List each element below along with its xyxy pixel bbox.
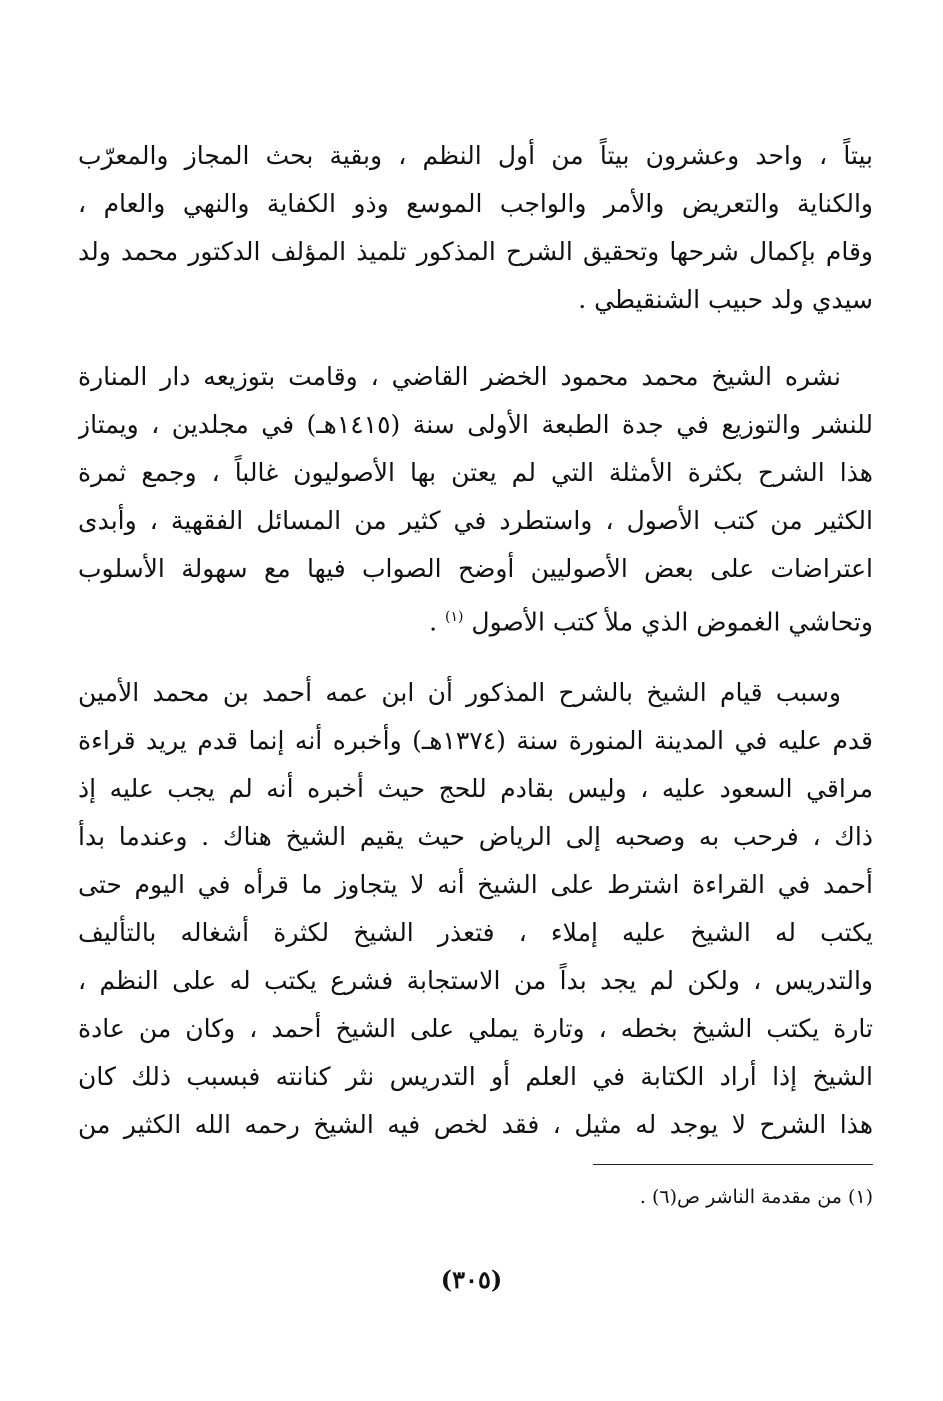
paragraph-line: بيتاً ، واحد وعشرون بيتاً من أول النظم ، وبقية بحث المجاز والمعرّب xyxy=(78,141,873,170)
paragraph-line: الشيخ إذا أراد الكتابة في العلم أو التدريس نثر كنانته فبسبب ذلك كان xyxy=(78,1062,873,1091)
footnote-separator xyxy=(593,1164,873,1165)
sentence-end: . xyxy=(429,607,445,637)
paragraph-line-with-footnote xyxy=(78,593,873,646)
footnote: (١) من مقدمة الناشر ص(٦) . xyxy=(639,1186,873,1208)
paragraph-line: والكناية والتعريض والأمر والواجب الموسع وذو الكفاية والنهي والعام ، xyxy=(78,189,873,218)
paragraph-line: هذا الشرح بكثرة الأمثلة التي لم يعتن بها الأصوليون غالباً ، وجمع ثمرة xyxy=(78,458,873,487)
paragraph-line: الكثير من كتب الأصول ، واستطرد في كثير من المسائل الفقهية ، وأبدى xyxy=(78,506,873,535)
paragraph-line: للنشر والتوزيع في جدة الطبعة الأولى سنة (١٤١٥هـ) في مجلدين ، ويمتاز xyxy=(78,410,873,439)
paragraph-line: والتدريس ، ولكن لم يجد بداً من الاستجابة فشرع يكتب له على النظم ، xyxy=(78,966,873,995)
paragraph-line: اعتراضات على بعض الأصوليين أوضح الصواب فيها مع سهولة الأسلوب xyxy=(78,554,873,583)
paragraph-line-text: وتحاشي الغموض الذي ملأ كتب الأصول xyxy=(471,607,873,637)
paragraph-line: ذاك ، فرحب به وصحبه إلى الرياض حيث يقيم الشيخ هناك . وعندما بدأ xyxy=(78,822,873,851)
paragraph-line: سيدي ولد حبيب الشنقيطي . xyxy=(578,285,873,314)
footnote-reference: (١) xyxy=(444,609,464,625)
paragraph-2 xyxy=(78,353,873,646)
paragraph-line: يكتب له الشيخ عليه إملاء ، فتعذر الشيخ لكثرة أشغاله بالتأليف xyxy=(78,918,873,947)
paragraph-3 xyxy=(78,669,873,1149)
paragraph-line: مراقي السعود عليه ، وليس بقادم للحج حيث أخبره أنه لم يجب عليه إذ xyxy=(78,774,873,803)
paragraph-line: تارة يكتب الشيخ بخطه ، وتارة يملي على الشيخ أحمد ، وكان من عادة xyxy=(78,1014,873,1043)
paragraph-line: هذا الشرح لا يوجد له مثيل ، فقد لخص فيه الشيخ رحمه الله الكثير من xyxy=(78,1110,873,1139)
paragraph-line: وسبب قيام الشيخ بالشرح المذكور أن ابن عمه أحمد بن محمد الأمين xyxy=(78,678,841,707)
paragraph-line: وقام بإكمال شرحها وتحقيق الشرح المذكور تلميذ المؤلف الدكتور محمد ولد xyxy=(78,237,873,266)
paragraph-1 xyxy=(78,132,873,324)
paragraph-line: أحمد في القراءة اشترط على الشيخ أنه لا يتجاوز ما قرأه في اليوم حتى xyxy=(78,870,873,899)
paragraph-line: نشره الشيخ محمد محمود الخضر القاضي ، وقامت بتوزيعه دار المنارة xyxy=(78,362,841,391)
paragraph-line: قدم عليه في المدينة المنورة سنة (١٣٧٤هـ) وأخبره أنه إنما قدم يريد قراءة xyxy=(78,726,873,755)
page-number: (٣٠٥) xyxy=(440,1265,503,1294)
